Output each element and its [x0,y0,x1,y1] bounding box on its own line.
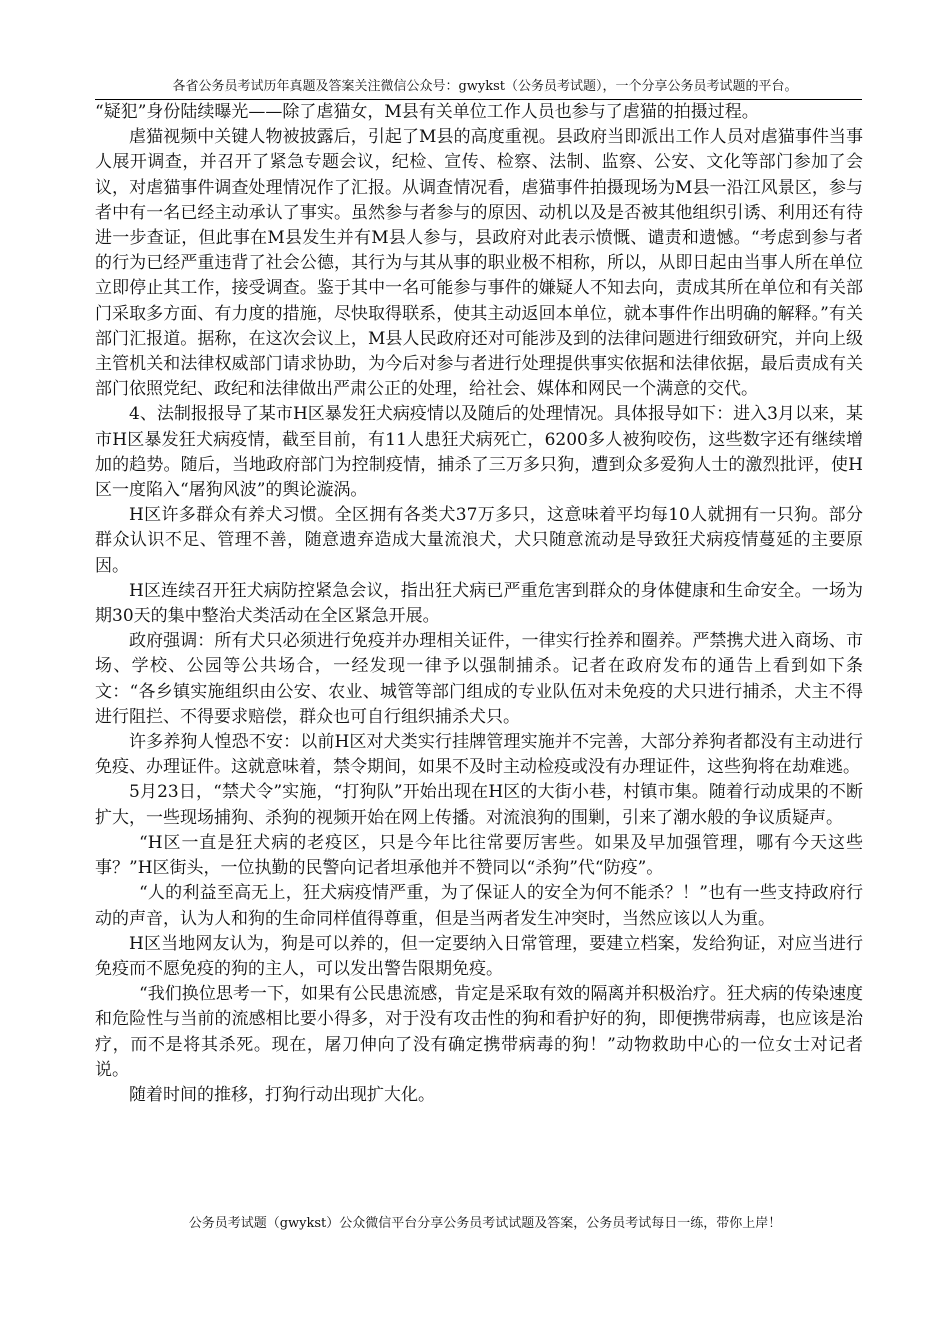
paragraph: H区许多群众有养犬习惯。全区拥有各类犬37万多只，这意味着平均每10人就拥有一只狗。部分群众认识不足、管理不善，随意遗弃造成大量流浪犬，犬只随意流动是导致狂犬病疫情蔓延的主要原因。 [95,505,863,576]
paragraph: H区连续召开狂犬病防控紧急会议，指出狂犬病已严重危害到群众的身体健康和生命安全。一场为期30天的集中整治犬类活动在全区紧急开展。 [95,580,863,627]
page-footer: 公务员考试题（gwykst）公众微信平台分享公务员考试试题及答案，公务员考试每日一练，带你上岸！ [188,1216,782,1231]
paragraph-continued: “疑犯”身份陆续曝光——除了虐猫女，M县有关单位工作人员也参与了虐猫的拍摄过程。 [95,102,759,122]
paragraph: 虐猫视频中关键人物被披露后，引起了M县的高度重视。县政府当即派出工作人员对虐猫事件当事人展开调查，并召开了紧急专题会议，纪检、宣传、检察、法制、监察、公安、文化等部门参加了会议，对虐猫事件调查处理情况作了汇报。从调查情况看，虐猫事件拍摄现场为M县一沿江风景区，参与者中有一名已经主动承认了事实。虽然参与者参与的原因、动机以及是否被其他组织引诱、利用还有待进一步查证，但此事在M县发生并有M县人参与，县政府对此表示愤慨、谴责和遗憾。“考虑到参与者的行为已经严重违背了社会公德，其行为与其从事的职业极不相称，所以，从即日起由当事人所在单位立即停止其工作，接受调查。鉴于其中一名可能参与事件的嫌疑人不知去向，责成其所在单位和有关部门采取多方面、有力度的措施，尽快取得联系，使其主动返回本单位，就本事件作出明确的解释。”有关部门汇报道。据称，在这次会议上，M县人民政府还对可能涉及到的法律问题进行细致研究，并向上级主管机关和法律权威部门请求协助，为今后对参与者进行处理提供事实依据和法律依据，最后责成有关部门依照党纪、政纪和法律做出严肃公正的处理，给社会、媒体和网民一个满意的交代。 [95,127,863,400]
paragraph: “人的利益至高无上，狂犬病疫情严重，为了保证人的安全为何不能杀？！”也有一些支持政府行动的声音，认为人和狗的生命同样值得尊重，但是当两者发生冲突时，当然应该以人为重。 [95,883,863,929]
paragraph: 5月23日，“禁犬令”实施，“打狗队”开始出现在H区的大街小巷，村镇市集。随着行动成果的不断扩大，一些现场捕狗、杀狗的视频开始在网上传播。对流浪狗的围剿，引来了潮水般的争议质疑声。 [95,782,863,828]
paragraph: 许多养狗人惶恐不安：以前H区对犬类实行挂牌管理实施并不完善，大部分养狗者都没有主动进行免疫、办理证件。这就意味着，禁令期间，如果不及时主动检疫或没有办理证件，这些狗将在劫难逃。 [95,732,863,778]
paragraph: “H区一直是狂犬病的老疫区，只是今年比往常要厉害些。如果及早加强管理，哪有今天这些事？”H区街头，一位执勤的民警向记者坦承他并不赞同以“杀狗”代“防疫”。 [95,832,863,879]
paragraph: 随着时间的推移，打狗行动出现扩大化。 [129,1084,435,1105]
article-body [95,100,863,1108]
paragraph: “我们换位思考一下，如果有公民患流感，肯定是采取有效的隔离并积极治疗。狂犬病的传染速度和危险性与当前的流感相比要小得多，对于没有攻击性的狗和看护好的狗，即便携带病毒，也应该是治疗，而不是将其杀死。现在，屠刀伸向了没有确定携带病毒的狗！”动物救助中心的一位女士对记者说。 [95,984,863,1080]
paragraph: H区当地网友认为，狗是可以养的，但一定要纳入日常管理，要建立档案，发给狗证，对应当进行免疫而不愿免疫的狗的主人，可以发出警告限期免疫。 [95,933,863,979]
page-header: 各省公务员考试历年真题及答案关注微信公众号：gwykst（公务员考试题），一个分享公务员考试题的平台。 [172,79,798,94]
paragraph: 4、法制报报导了某市H区暴发狂犬病疫情以及随后的处理情况。具体报导如下：进入3月以来，某市H区暴发狂犬病疫情，截至目前，有11人患狂犬病死亡，6200多人被狗咬伤，这些数字还有继续增加的趋势。随后，当地政府部门为控制疫情，捕杀了三万多只狗，遭到众多爱狗人士的激烈批评，使H区一度陷入“屠狗风波”的舆论漩涡。 [95,404,863,501]
paragraph: 政府强调：所有犬只必须进行免疫并办理相关证件，一律实行拴养和圈养。严禁携犬进入商场、市场、学校、公园等公共场合，一经发现一律予以强制捕杀。记者在政府发布的通告上看到如下条文：“各乡镇实施组织由公安、农业、城管等部门组成的专业队伍对未免疫的犬只进行捕杀，犬主不得进行阻拦、不得要求赔偿，群众也可自行组织捕杀犬只。 [95,631,863,727]
